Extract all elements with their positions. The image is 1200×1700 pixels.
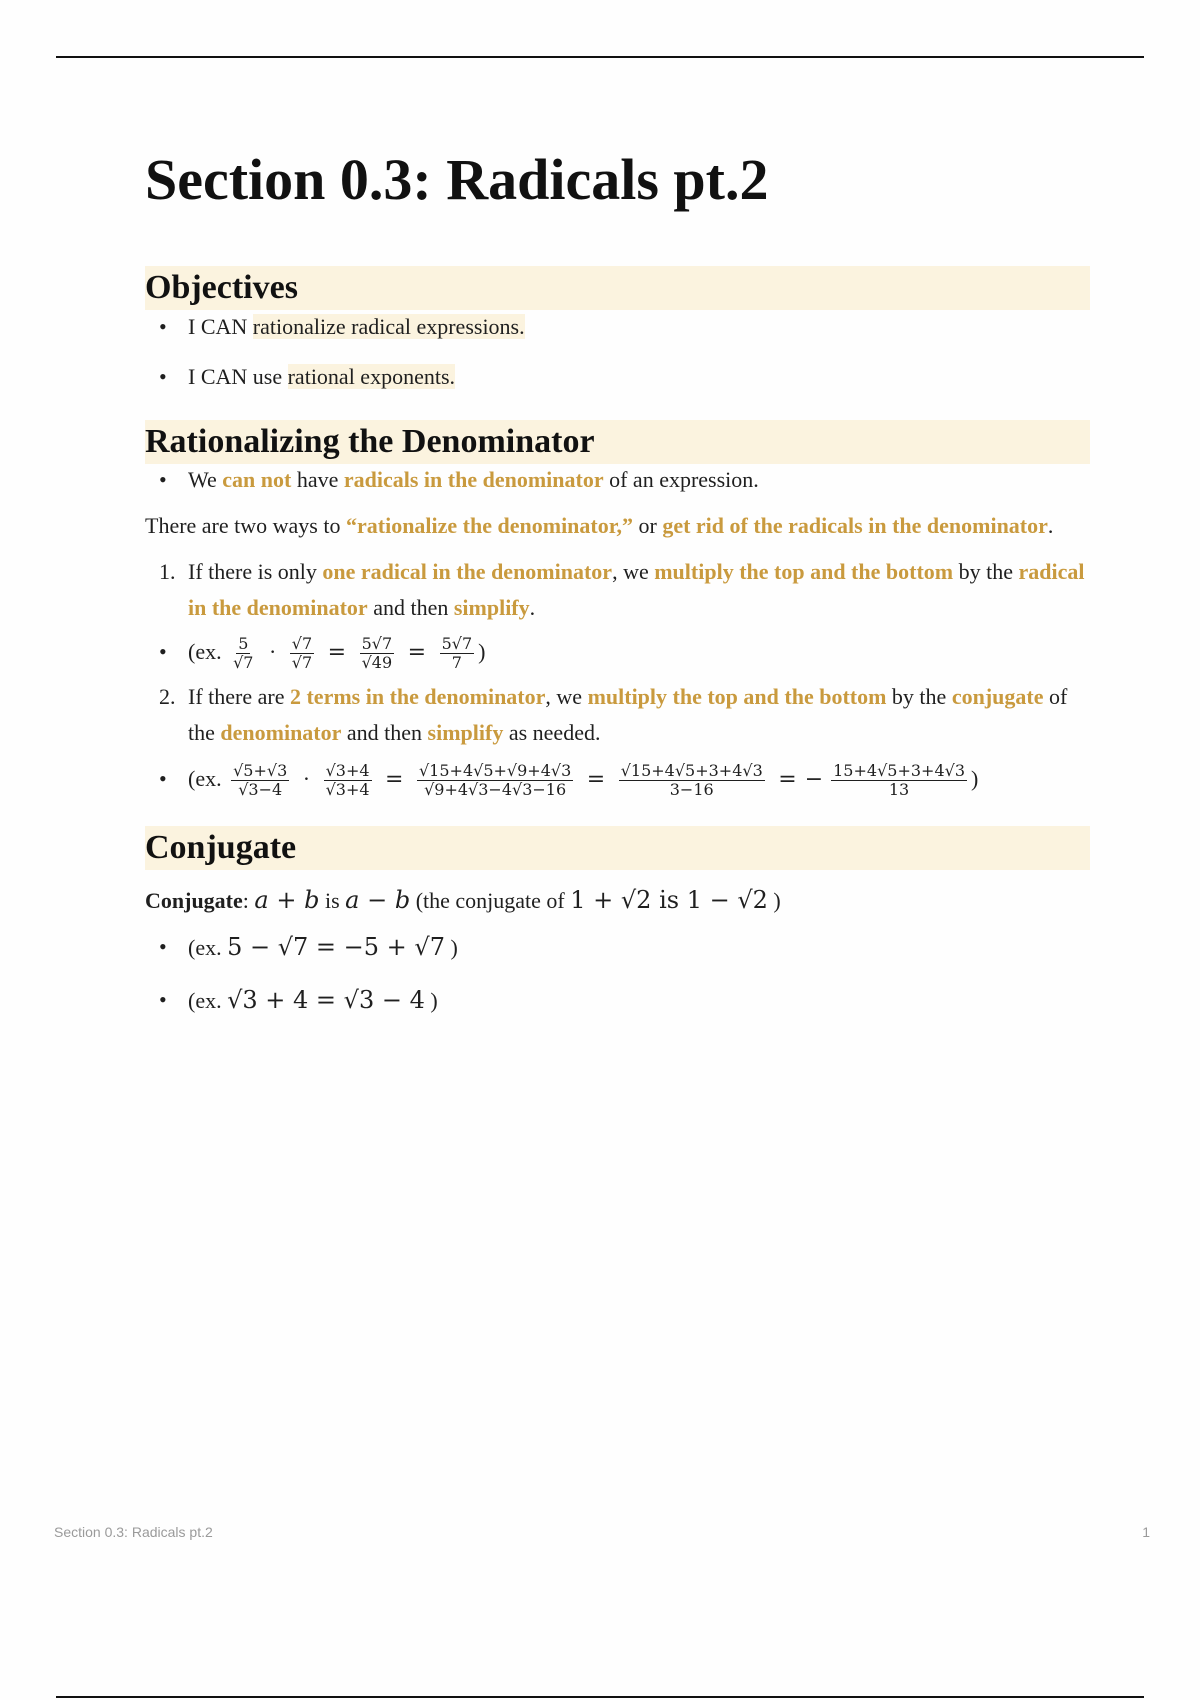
- rationalizing-heading: Rationalizing the Denominator: [145, 420, 1090, 464]
- list-item: • (ex. √3 + 4 = √3 − 4 ): [145, 980, 1090, 1021]
- top-rule: [56, 56, 1144, 58]
- list-item: • (ex. 5 − √7 = −5 + √7 ): [145, 927, 1090, 968]
- list-item: 2. If there are 2 terms in the denominator, we multiply the top and the bottom by the conjugate of the denominator and then simplify as needed.: [159, 684, 1068, 745]
- fraction: $\frac{5√7}{7}$: [441, 634, 473, 673]
- list-item: • I CAN rationalize radical expressions.: [145, 310, 1090, 344]
- rationalize-intro-paragraph: There are two ways to “rationalize the denominator,” or get rid of the radicals in the denominator.: [145, 513, 1054, 538]
- fraction: $\frac{√15+4√5+√9+4√3}{√9+4√3-4√3-16}$: [418, 761, 572, 800]
- example-1: [145, 632, 1090, 673]
- bottom-rule: [56, 1696, 1144, 1698]
- objectives-list: [145, 310, 1090, 394]
- fraction: $\frac{5√7}{√49}$: [361, 634, 393, 673]
- step-1: [145, 554, 1090, 626]
- example-2: [145, 759, 1090, 800]
- page-title: Section 0.3: Radicals pt.2: [145, 147, 769, 212]
- conjugate-examples: [145, 927, 1090, 1021]
- fraction: $\frac{5}{√7}$: [233, 634, 254, 673]
- fraction: $\frac{√5+√3}{√3-4}$: [233, 761, 288, 800]
- fraction: $\frac{√15+4√5+3+4√3}{3-16}$: [620, 761, 763, 800]
- conjugate-heading: Conjugate: [145, 826, 1090, 870]
- step-2: [145, 679, 1090, 751]
- fraction: $\frac{√3+4}{√3+4}$: [325, 761, 370, 800]
- list-item: • I CAN use rational exponents.: [145, 360, 1090, 394]
- conjugate-definition: Conjugate: a + b is a − b (the conjugate of 1 + √2 is 1 − √2 ): [145, 886, 781, 914]
- document-body: [145, 140, 1090, 1033]
- objectives-heading: Objectives: [145, 266, 1090, 310]
- list-item: • (ex. $\frac{√5+√3}{√3-4}$ · $\frac{√3+4}{√3+4}$ = $\frac{√15+4√5+√9+4√3}{√9+4√3-4√3-16}$ = $\frac{√15+4√5+3+4√3}{3-16}$ = − $\frac{15+4√5+3+4√3}{13}$ ): [145, 759, 1090, 800]
- list-item: 1. If there is only one radical in the denominator, we multiply the top and the bottom by the radical in the denominator and then simplify.: [159, 559, 1085, 620]
- list-item: • (ex. $\frac{5}{√7}$ · $\frac{√7}{√7}$ = $\frac{5√7}{√49}$ = $\frac{5√7}{7}$ ): [145, 632, 1090, 673]
- fraction: $\frac{15+4√5+3+4√3}{13}$: [833, 761, 965, 800]
- footer-title: Section 0.3: Radicals pt.2: [54, 1524, 213, 1540]
- fraction: $\frac{√7}{√7}$: [291, 634, 313, 673]
- list-item: • We can not have radicals in the denominator of an expression.: [145, 464, 1090, 496]
- rationalizing-bullet: [145, 464, 1090, 496]
- page-number: 1: [1142, 1524, 1150, 1540]
